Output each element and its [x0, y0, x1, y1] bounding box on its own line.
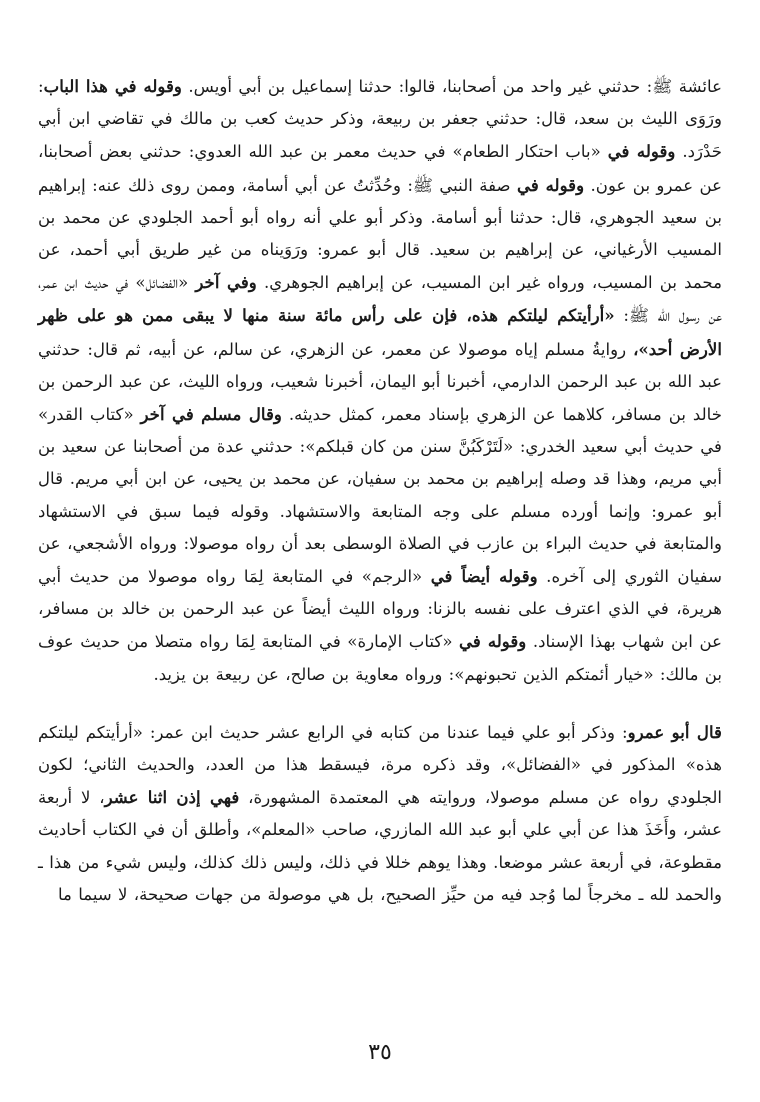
text-run: : ورَوَى الليث بن سعد، قال: حدثني جعفر بن ربيعة، وذكر حديث كعب بن مالك في تقاضي ابن أبي حَدْرَد.: [38, 77, 722, 162]
paragraph-2: [38, 716, 722, 911]
text-run: «كتاب القدر» في حديث أبي سعيد الخدري: «لَتَرْكَبُنَّ سنن من كان قبلكم»: حدثني عدة من أصحابنا عن سعيد بن أبي مريم، وهذا قد وصله إبراهيم بن محمد بن سفيان، عن محمد بن يحيى، عن ابن أبي مريم. قال أبو عمرو: وإنما أورده مسلم على وجه المتابعة والاستشهاد. وقوله فيما سبق في الاستشهاد والمتابعة في حديث البراء بن عازب في الصلاة الوسطى بعد أن رواه موصولا: ورواه الأشجعي، عن سفيان الثوري إلى آخره.: [38, 405, 722, 587]
text-run: «كتاب الإمارة» في المتابعة لِمَا رواه متصلا من حديث عوف بن مالك: «خيار أئمتكم الذين تحبونهم»: ورواه معاوية بن صالح، عن ربيعة بن يزيد.: [38, 632, 722, 684]
text-run: «الفضائل» في حديث ابن عمر، عن رسول الله ﷺ:: [38, 273, 723, 326]
bold-phrase: فهي إذن اثنا عشر: [104, 787, 240, 808]
bold-phrase: وقوله في: [607, 141, 676, 162]
text-run: : وذكر أبو علي فيما عندنا من كتابه في الرابع عشر حديث ابن عمر: «أرأيتكم ليلتكم هذه» المذكور في «الفضائل»، وقد ذكره مرة، فيسقط هذا من العدد، والحديث الثاني؛ لكون الجلودي رواه عن مسلم موصولا، وروايته هي المعتمدة المشهورة،: [38, 722, 722, 808]
text-run: عائشة ﷺ: حدثني غير واحد من أصحابنا، قالوا: حدثنا إسماعيل بن أبي أويس.: [181, 77, 722, 96]
bold-phrase: وقوله في: [517, 174, 585, 195]
bold-phrase: وفي آخر: [195, 272, 257, 293]
text-run: «الرجم» في المتابعة لِمَا رواه موصولا من حديث أبي هريرة، في الذي اعترف على نفسه بالزنا: ورواه الليث أيضاً عن عبد الرحمن بن خالد بن مسافر، عن ابن شهاب بهذا الإسناد.: [38, 567, 722, 652]
text-run: ، لا أربعة عشر، وأَخَذَ هذا عن أبي علي أبو عبد الله المازري، صاحب «المعلم»، وأطلق أن في الكتاب أحاديث مقطوعة، في أربعة عشر موضعا. وهذا يوهم خللا في ذلك، وليس ذلك كذلك، وليس شيء من هذا ـ والحمد لله ـ مخرجاً لما وُجد فيه من حيِّز الصحيح، بل هي موصولة من جهات صحيحة، لا سيما ما: [38, 788, 722, 904]
bold-phrase: وقوله في: [459, 631, 527, 652]
text-run: صفة النبي ﷺ: وحُدِّثتُ عن أبي أسامة، وممن روى ذلك عنه: إبراهيم بن سعيد الجوهري، قال: حدثنا أبو أسامة. وذكر أبو علي أنه رواه أبو أحمد الجلودي عن محمد بن المسيب الأرغياني، عن إبراهيم بن سعيد. قال أبو عمرو: ورَوَيناه من غير طريق أبي أحمد، عن محمد بن المسيب، ورواه غير ابن المسيب، عن إبراهيم الجوهري.: [38, 175, 723, 293]
bold-phrase: قال أبو عمرو: [627, 721, 722, 742]
page-number: ٣٥: [368, 1040, 392, 1065]
text-run: «باب احتكار الطعام» في حديث معمر بن عبد الله العدوي: حدثني بعض أصحابنا، عن عمرو بن عون.: [38, 142, 723, 195]
bold-phrase: وقوله أيضاً في: [430, 566, 538, 587]
paragraph-1: [38, 70, 722, 691]
bold-phrase: «أرأيتكم ليلتكم هذه، فإن على رأس مائة سنة منها لا يبقى ممن هو على ظهر الأرض أحد»،: [38, 305, 722, 359]
bold-phrase: وقال مسلم في آخر: [140, 404, 282, 425]
bold-phrase: وقوله في هذا الباب: [43, 76, 182, 96]
text-run: روايةُ مسلم إياه موصولا عن معمر، عن الزهري، عن سالم، عن أبيه، ثم قال: حدثني عبد الله بن عبد الرحمن الدارمي، أخبرنا أبو اليمان، أخبرنا شعيب، ورواه الليث، عن عبد الرحمن بن خالد بن مسافر، كلاهما عن الزهري بإسناد معمر، كمثل حديثه.: [38, 339, 722, 425]
